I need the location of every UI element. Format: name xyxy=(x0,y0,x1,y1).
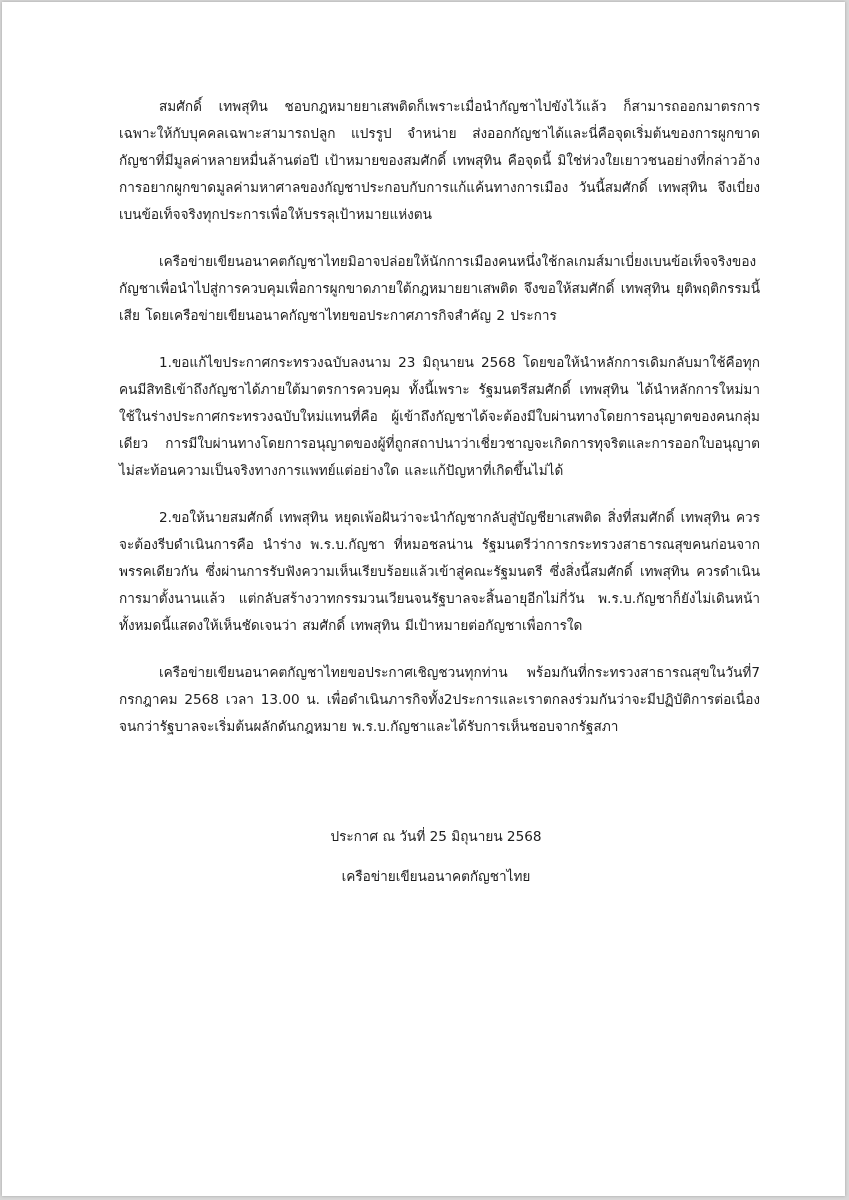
signature-date xyxy=(2,824,845,851)
paragraph-mission-1: 1.ขอแก้ไขประกาศกระทรวงฉบับลงนาม 23 มิถุนายน 2568 โดยขอให้นำหลักการเดิมกลับมาใช้คือทุกคนมีสิทธิเข้าถึงกัญชาได้ภายใต้มาตรการควบคุม ทั้งนี้เพราะ รัฐมนตรีสมศักดิ์ เทพสุทิน ได้นำหลักการใหม่มาใช้ในร่างประกาศกระทรวงฉบับใหม่แทนที่คือ ผู้เข้าถึงกัญชาได้จะต้องมีใบผ่านทางโดยการอนุญาตของคนกลุ่มเดียว การมีใบผ่านทางโดยการอนุญาตของผู้ที่ถูกสถาปนาว่าเชี่ยวชาญจะเกิดการทุจริตและการออกใบอนุญาตไม่สะท้อนความเป็นจริงทางการแพทย์แต่อย่างใด และแก้ปัญหาที่เกิดขึ้นไม่ได้ xyxy=(119,355,760,479)
paragraph-intro: สมศักดิ์ เทพสุทิน ชอบกฎหมายยาเสพติดก็เพราะเมื่อนำกัญชาไปขังไว้แล้ว ก็สามารถออกมาตรการเฉพาะให้กับบุคคลเฉพาะสามารถปลูก แปรรูป จำหน่าย ส่งออกกัญชาได้และนี่คือจุดเริ่มต้นของการผูกขาดกัญชาที่มีมูลค่าหลายหมื่นล้านต่อปี เป้าหมายของสมศักดิ์ เทพสุทิน คือจุดนี้ มิใช่ห่วงใยเยาวชนอย่างที่กล่าวอ้าง การอยากผูกขาดมูลค่ามหาศาลของกัญชาประกอบกับการแก้แค้นทางการเมือง วันนี้สมศักดิ์ เทพสุทิน จึงเบี่ยงเบนข้อเท็จจริงทุกประการเพื่อให้บรรลุเป้าหมายแห่งตน xyxy=(119,99,760,223)
paragraph-invitation: เครือข่ายเขียนอนาคตกัญชาไทยขอประกาศเชิญชวนทุกท่าน พร้อมกันที่กระทรวงสาธารณสุขในวันที่7 กรกฎาคม 2568 เวลา 13.00 น. เพื่อดำเนินภารกิจทั้ง2ประการและเราตกลงร่วมกันว่าจะมีปฏิบัติการต่อเนื่องจนกว่ารัฐบาลจะเริ่มต้นผลักดันกฎหมาย พ.ร.บ.กัญชาและได้รับการเห็นชอบจากรัฐสภา xyxy=(119,665,760,735)
signature-organization xyxy=(2,864,845,891)
document-body xyxy=(119,94,760,761)
signature-date-text: ประกาศ ณ วันที่ 25 มิถุนายน 2568 xyxy=(330,829,542,845)
signature-organization-text: เครือข่ายเขียนอนาคตกัญชาไทย xyxy=(341,869,531,885)
paragraph-mission-2: 2.ขอให้นายสมศักดิ์ เทพสุทิน หยุดเพ้อฝันว่าจะนำกัญชากลับสู่บัญชียาเสพติด สิ่งที่สมศักดิ์ เทพสุทิน ควรจะต้องรีบดำเนินการคือ นำร่าง พ.ร.บ.กัญชา ที่หมอชลน่าน รัฐมนตรีว่าการกระทรวงสาธารณสุขคนก่อนจากพรรคเดียวกัน ซึ่งผ่านการรับฟังความเห็นเรียบร้อยแล้วเข้าสู่คณะรัฐมนตรี ซึ่งสิ่งนี้สมศักดิ์ เทพสุทิน ควรดำเนินการมาตั้งนานแล้ว แต่กลับสร้างวาทกรรมวนเวียนจนรัฐบาลจะสิ้นอายุอีกไม่กี่วัน พ.ร.บ.กัญชาก็ยังไม่เดินหน้า ทั้งหมดนี้แสดงให้เห็นชัดเจนว่า สมศักดิ์ เทพสุทิน มีเป้าหมายต่อกัญชาเพื่อการใด xyxy=(119,510,760,634)
paragraph-network-stance: เครือข่ายเขียนอนาคตกัญชาไทยมิอาจปล่อยให้นักการเมืองคนหนึ่งใช้กลเกมส์มาเบี่ยงเบนข้อเท็จจริงของกัญชาเพื่อนำไปสู่การควบคุมเพื่อการผูกขาดภายใต้กฎหมายยาเสพติด จึงขอให้สมศักดิ์ เทพสุทิน ยุติพฤติกรรมนี้เสีย โดยเครือข่ายเขียนอนาคกัญชาไทยขอประกาศภารกิจสำคัญ 2 ประการ xyxy=(119,254,760,324)
document-page xyxy=(2,2,845,1196)
